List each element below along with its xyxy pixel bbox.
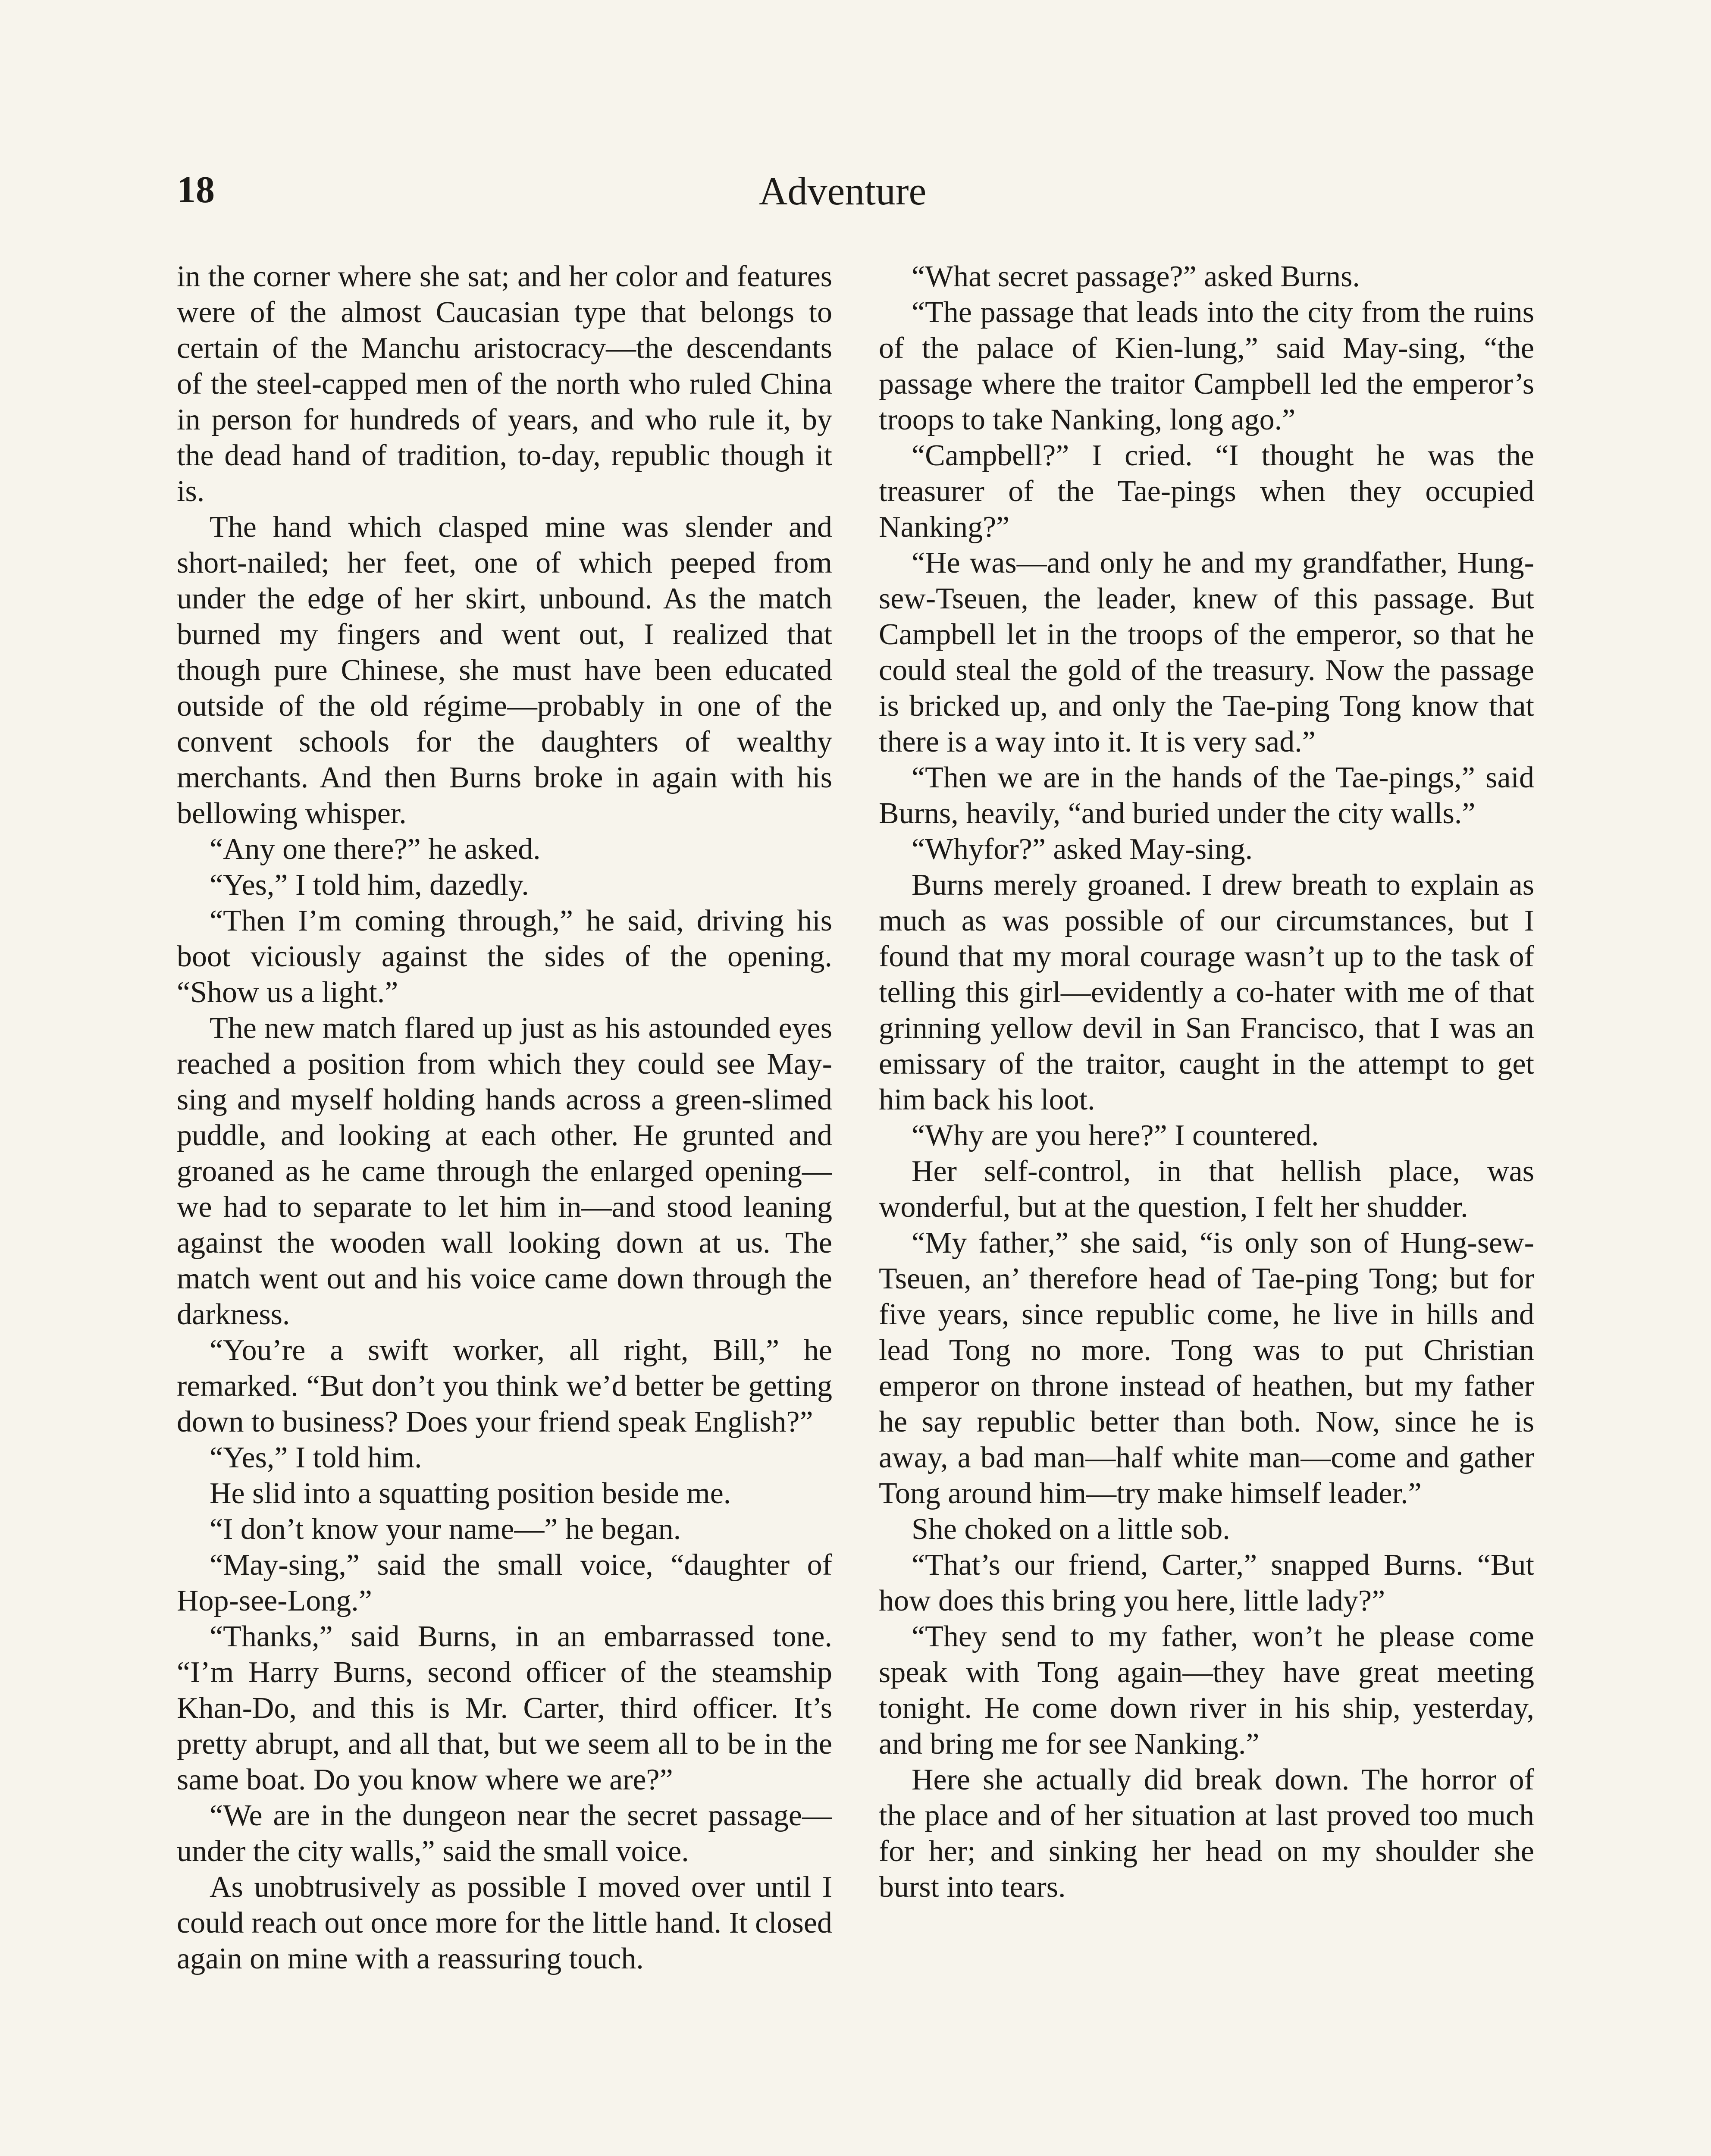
paragraph: “The passage that leads into the city from the ruins of the palace of Kien-lung,” said May-sing, “the passage where the traitor Campbell led the emperor’s troops to take Nanking, long ago.” — [879, 296, 1534, 436]
paragraph: “I don’t know your name—” he began. — [210, 1513, 681, 1546]
paragraph: The hand which clasped mine was slender and short-nailed; her feet, one of which peeped from under the edge of her skirt, unbound. As the match burned my fingers and went out, I realized that though pure Chinese, she must have been educated outside of the old régime—probably in one of the convent schools for the daughters of wealthy merchants. And then Burns broke in again with his bellowing whisper. — [177, 511, 832, 830]
paragraph: “Yes,” I told him. — [210, 1441, 422, 1474]
paragraph: She choked on a little sob. — [912, 1513, 1230, 1546]
paragraph: “You’re a swift worker, all right, Bill,” he remarked. “But don’t you think we’d better be getting down to business? Does your friend speak English?” — [177, 1334, 832, 1438]
paragraph: Her self-control, in that hellish place, was wonderful, but at the question, I felt her shudder. — [879, 1155, 1534, 1224]
paragraph: Burns merely groaned. I drew breath to explain as much as was possible of our circumstances, but I found that my moral courage wasn’t up to the task of telling this girl—evidently a co-hater with me of that grinning yellow devil in San Francisco, that I was an emissary of the traitor, caught in the attempt to get him back his loot. — [879, 868, 1534, 1116]
paragraph: “Campbell?” I cried. “I thought he was the treasurer of the Tae-pings when they occupied Nanking?” — [879, 439, 1534, 544]
paragraph: As unobtrusively as possible I moved over until I could reach out once more for the little hand. It closed again on mine with a reassuring touch. — [177, 1871, 832, 1975]
paragraph: The new match flared up just as his astounded eyes reached a position from which they could see May-sing and myself holding hands across a green-slimed puddle, and looking at each other. He grunted and groaned as he came through the enlarged opening—we had to separate to let him in—and stood leaning against the wooden wall looking down at us. The match went out and his voice came down through the darkness. — [177, 1012, 832, 1331]
left-column — [177, 259, 832, 2156]
paragraph: “That’s our friend, Carter,” snapped Burns. “But how does this bring you here, little lady?” — [879, 1548, 1534, 1617]
paragraph: “My father,” she said, “is only son of Hung-sew-Tseuen, an’ therefore head of Tae-ping Tong; but for five years, since republic come, he live in hills and lead Tong no more. Tong was to put Christian emperor on throne instead of heathen, but my father he say republic better than both. Now, since he is away, a bad man—half white man—come and gather Tong around him—try make himself leader.” — [879, 1226, 1534, 1510]
page-number: 18 — [177, 169, 215, 211]
paragraph: “They send to my father, won’t he please come speak with Tong again—they have great meeting tonight. He come down river in his ship, yesterday, and bring me for see Nanking.” — [879, 1620, 1534, 1761]
paragraph: “May-sing,” said the small voice, “daughter of Hop-see-Long.” — [177, 1548, 832, 1617]
paragraph: “Whyfor?” asked May-sing. — [912, 833, 1253, 866]
paragraph: in the corner where she sat; and her color and features were of the almost Caucasian type that belongs to certain of the Manchu aristocracy—the descendants of the steel-capped men of the north who ruled China in person for hundreds of years, and who rule it, by the dead hand of tradition, to-day, republic though it is. — [177, 260, 832, 508]
paragraph: “Thanks,” said Burns, in an embarrassed tone. “I’m Harry Burns, second officer of the steamship Khan-Do, and this is Mr. Carter, third officer. It’s pretty abrupt, and all that, but we seem all to be in the same boat. Do you know where we are?” — [177, 1620, 832, 1796]
paragraph: “Then I’m coming through,” he said, driving his boot viciously against the sides of the opening. “Show us a light.” — [177, 904, 832, 1009]
page-header — [0, 168, 1711, 224]
paragraph: “What secret passage?” asked Burns. — [912, 260, 1360, 293]
running-title: Adventure — [759, 169, 927, 213]
paragraph: “Then we are in the hands of the Tae-pings,” said Burns, heavily, “and buried under the city walls.” — [879, 761, 1534, 830]
paragraph: “Why are you here?” I countered. — [912, 1119, 1319, 1152]
paragraph: “He was—and only he and my grandfather, Hung-sew-Tseuen, the leader, knew of this passage. But Campbell let in the troops of the emperor, so that he could steal the gold of the treasury. Now the passage is bricked up, and only the Tae-ping Tong know that there is a way into it. It is very sad.” — [879, 546, 1534, 758]
paragraph: “Yes,” I told him, dazedly. — [210, 868, 529, 902]
paragraph: He slid into a squatting position beside me. — [210, 1477, 731, 1510]
paragraph: “We are in the dungeon near the secret passage—under the city walls,” said the small voice. — [177, 1799, 832, 1868]
paragraph: “Any one there?” he asked. — [210, 833, 541, 866]
paragraph: Here she actually did break down. The horror of the place and of her situation at last proved too much for her; and sinking her head on my shoulder she burst into tears. — [879, 1763, 1534, 1904]
right-column — [879, 259, 1534, 2156]
